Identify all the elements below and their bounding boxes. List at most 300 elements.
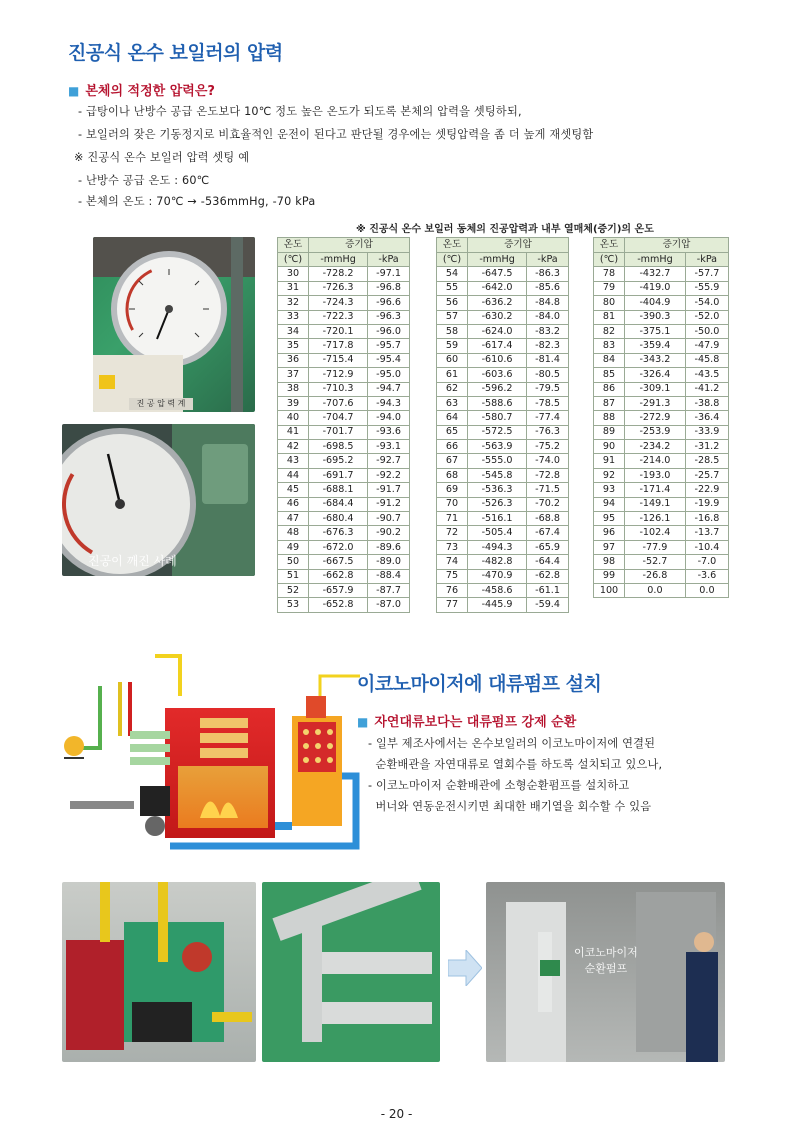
temp-cell: 38 (278, 382, 309, 396)
table-row (278, 339, 410, 353)
kpa-cell: -41.2 (685, 382, 728, 396)
table-row (594, 483, 729, 497)
table-caption: ※ 진공식 온수 보일러 동체의 진공압력과 내부 열매체(증기)의 온도 (356, 224, 654, 235)
table-row (437, 267, 569, 281)
table-row (278, 296, 410, 310)
mmhg-cell: -680.4 (309, 512, 368, 526)
temp-cell: 61 (437, 368, 468, 382)
kpa-cell: -25.7 (685, 468, 728, 482)
mmhg-cell: -102.4 (625, 526, 686, 540)
gauge-dial-icon (117, 257, 221, 361)
mmhg-cell: 0.0 (625, 583, 686, 597)
kpa-cell: -45.8 (685, 353, 728, 367)
table-row (437, 512, 569, 526)
economizer-pipe-photo (262, 882, 440, 1062)
mmhg-cell: -77.9 (625, 540, 686, 554)
header-temp: 온도 (594, 238, 625, 253)
vacuum-table-3 (593, 237, 729, 598)
kpa-cell: -22.9 (685, 483, 728, 497)
table-row (437, 440, 569, 454)
kpa-cell: -93.1 (368, 440, 410, 454)
table-row (278, 540, 410, 554)
kpa-cell: -61.1 (527, 583, 569, 597)
kpa-cell: -74.0 (527, 454, 569, 468)
temp-cell: 81 (594, 310, 625, 324)
mmhg-cell: -707.6 (309, 396, 368, 410)
mmhg-cell: -505.4 (468, 526, 527, 540)
kpa-cell: -86.3 (527, 267, 569, 281)
section1-line: - 급탕이나 난방수 공급 온도보다 10℃ 정도 높은 온도가 되도록 본체의 압력을 셋팅하되, (78, 105, 522, 118)
temp-cell: 48 (278, 526, 309, 540)
arrow-right-icon (448, 950, 482, 990)
mmhg-cell: -688.1 (309, 483, 368, 497)
table-row (278, 583, 410, 597)
mmhg-cell: -710.3 (309, 382, 368, 396)
temp-cell: 77 (437, 598, 468, 612)
mmhg-cell: -52.7 (625, 555, 686, 569)
mmhg-cell: -630.2 (468, 310, 527, 324)
kpa-cell: -54.0 (685, 296, 728, 310)
kpa-cell: -13.7 (685, 526, 728, 540)
kpa-cell: -71.5 (527, 483, 569, 497)
temp-cell: 37 (278, 368, 309, 382)
page-number: - 20 - (380, 1107, 413, 1121)
kpa-cell: -89.0 (368, 555, 410, 569)
temp-cell: 82 (594, 324, 625, 338)
mmhg-cell: -724.3 (309, 296, 368, 310)
table-row (278, 440, 410, 454)
section2-line: 순환배관을 자연대류로 열회수를 하도록 설치되고 있으나, (368, 758, 663, 771)
header-kpa: -kPa (527, 253, 569, 267)
temp-cell: 99 (594, 569, 625, 583)
mmhg-cell: -359.4 (625, 339, 686, 353)
table-row (437, 555, 569, 569)
temp-cell: 83 (594, 339, 625, 353)
table-row (437, 540, 569, 554)
kpa-cell: -87.0 (368, 598, 410, 612)
mmhg-cell: -375.1 (625, 324, 686, 338)
mmhg-cell: -526.3 (468, 497, 527, 511)
header-mmhg: -mmHg (625, 253, 686, 267)
table-row (437, 310, 569, 324)
bullet-icon: ■ (68, 84, 80, 98)
temp-cell: 98 (594, 555, 625, 569)
economizer-pump-caption: 이코노마이저 순환펌프 (574, 946, 638, 975)
mmhg-cell: -494.3 (468, 540, 527, 554)
kpa-cell: -50.0 (685, 324, 728, 338)
mmhg-cell: -728.2 (309, 267, 368, 281)
mmhg-cell: -704.7 (309, 411, 368, 425)
mmhg-cell: -647.5 (468, 267, 527, 281)
table-row (594, 497, 729, 511)
kpa-cell: -90.2 (368, 526, 410, 540)
table-row (594, 468, 729, 482)
kpa-cell: -84.8 (527, 296, 569, 310)
table-row (278, 483, 410, 497)
temp-cell: 63 (437, 396, 468, 410)
temp-cell: 51 (278, 569, 309, 583)
kpa-cell: -65.9 (527, 540, 569, 554)
table-row (278, 382, 410, 396)
temp-cell: 45 (278, 483, 309, 497)
temp-cell: 67 (437, 454, 468, 468)
mmhg-cell: -470.9 (468, 569, 527, 583)
table-row (594, 310, 729, 324)
kpa-cell: -57.7 (685, 267, 728, 281)
kpa-cell: -90.7 (368, 512, 410, 526)
temp-cell: 88 (594, 411, 625, 425)
kpa-cell: -84.0 (527, 310, 569, 324)
kpa-cell: -89.6 (368, 540, 410, 554)
mmhg-cell: -624.0 (468, 324, 527, 338)
table-row (594, 353, 729, 367)
kpa-cell: -64.4 (527, 555, 569, 569)
kpa-cell: -92.2 (368, 468, 410, 482)
section1-line: - 본체의 온도 : 70℃ → -536mmHg, -70 kPa (78, 195, 316, 208)
mmhg-cell: -676.3 (309, 526, 368, 540)
kpa-cell: -81.4 (527, 353, 569, 367)
section2-line: 버너와 연동운전시키면 최대한 배기열을 회수할 수 있음 (368, 800, 652, 813)
temp-cell: 53 (278, 598, 309, 612)
header-unit: (℃) (437, 253, 468, 267)
mmhg-cell: -563.9 (468, 440, 527, 454)
mmhg-cell: -684.4 (309, 497, 368, 511)
kpa-cell: -95.4 (368, 353, 410, 367)
mmhg-cell: -343.2 (625, 353, 686, 367)
table-row (437, 368, 569, 382)
mmhg-cell: -712.9 (309, 368, 368, 382)
kpa-cell: -28.5 (685, 454, 728, 468)
table-row (278, 368, 410, 382)
temp-cell: 69 (437, 483, 468, 497)
kpa-cell: -94.3 (368, 396, 410, 410)
temp-cell: 54 (437, 267, 468, 281)
temp-cell: 95 (594, 512, 625, 526)
mmhg-cell: -126.1 (625, 512, 686, 526)
kpa-cell: -70.2 (527, 497, 569, 511)
temp-cell: 44 (278, 468, 309, 482)
mmhg-cell: -636.2 (468, 296, 527, 310)
mmhg-cell: -657.9 (309, 583, 368, 597)
table-row (594, 368, 729, 382)
header-kpa: -kPa (685, 253, 728, 267)
temp-cell: 87 (594, 396, 625, 410)
mmhg-cell: -326.4 (625, 368, 686, 382)
mmhg-cell: -726.3 (309, 281, 368, 295)
vacuum-table-1 (277, 237, 410, 613)
table-row (437, 396, 569, 410)
mmhg-cell: -458.6 (468, 583, 527, 597)
kpa-cell: -91.2 (368, 497, 410, 511)
kpa-cell: -52.0 (685, 310, 728, 324)
temp-cell: 94 (594, 497, 625, 511)
table-row (437, 281, 569, 295)
kpa-cell: -3.6 (685, 569, 728, 583)
mmhg-cell: -617.4 (468, 339, 527, 353)
mmhg-cell: -580.7 (468, 411, 527, 425)
table-row (594, 454, 729, 468)
table-row (437, 339, 569, 353)
section2-line: - 일부 제조사에서는 온수보일러의 이코노마이저에 연결된 (368, 737, 656, 750)
table-row (437, 497, 569, 511)
table-row (278, 310, 410, 324)
temp-cell: 75 (437, 569, 468, 583)
mmhg-cell: -588.6 (468, 396, 527, 410)
table-row (594, 411, 729, 425)
temp-cell: 30 (278, 267, 309, 281)
kpa-cell: -93.6 (368, 425, 410, 439)
mmhg-cell: -715.4 (309, 353, 368, 367)
header-pressure: 증기압 (625, 238, 729, 253)
boiler-room-photo (62, 882, 256, 1062)
temp-cell: 85 (594, 368, 625, 382)
section1-line: - 난방수 공급 온도 : 60℃ (78, 174, 210, 187)
mmhg-cell: -253.9 (625, 425, 686, 439)
mmhg-cell: -652.8 (309, 598, 368, 612)
mmhg-cell: -309.1 (625, 382, 686, 396)
kpa-cell: -88.4 (368, 569, 410, 583)
table-row (594, 396, 729, 410)
mmhg-cell: -667.5 (309, 555, 368, 569)
table-row (437, 583, 569, 597)
section1-line: ※ 진공식 온수 보일러 압력 셋팅 예 (74, 151, 250, 164)
table-row (437, 296, 569, 310)
table-row (594, 569, 729, 583)
table-row (278, 396, 410, 410)
table-row (437, 353, 569, 367)
table-row (437, 454, 569, 468)
mmhg-cell: -445.9 (468, 598, 527, 612)
temp-cell: 93 (594, 483, 625, 497)
table-row (278, 324, 410, 338)
section1-line: - 보일러의 잦은 기동정지로 비효율적인 운전이 된다고 판단될 경우에는 셋팅압력을 좀 더 높게 재셋팅함 (78, 128, 594, 141)
mmhg-cell: -272.9 (625, 411, 686, 425)
mmhg-cell: -555.0 (468, 454, 527, 468)
kpa-cell: -97.1 (368, 267, 410, 281)
temp-cell: 70 (437, 497, 468, 511)
kpa-cell: -38.8 (685, 396, 728, 410)
temp-cell: 32 (278, 296, 309, 310)
temp-cell: 97 (594, 540, 625, 554)
temp-cell: 59 (437, 339, 468, 353)
temp-cell: 43 (278, 454, 309, 468)
section2-title: 이코노마이저에 대류펌프 설치 (357, 673, 602, 695)
table-row (594, 425, 729, 439)
temp-cell: 42 (278, 440, 309, 454)
section1-heading-row (68, 80, 215, 99)
table-row (594, 583, 729, 597)
kpa-cell: -31.2 (685, 440, 728, 454)
temp-cell: 52 (278, 583, 309, 597)
table-row (594, 526, 729, 540)
kpa-cell: -75.2 (527, 440, 569, 454)
table-row (278, 598, 410, 612)
kpa-cell: 0.0 (685, 583, 728, 597)
mmhg-cell: -596.2 (468, 382, 527, 396)
section1-heading: 본체의 적정한 압력은? (85, 84, 215, 99)
table-row (437, 411, 569, 425)
mmhg-cell: -193.0 (625, 468, 686, 482)
temp-cell: 33 (278, 310, 309, 324)
mmhg-cell: -432.7 (625, 267, 686, 281)
temp-cell: 84 (594, 353, 625, 367)
table-row (594, 382, 729, 396)
temp-cell: 31 (278, 281, 309, 295)
kpa-cell: -96.3 (368, 310, 410, 324)
header-temp: 온도 (278, 238, 309, 253)
mmhg-cell: -572.5 (468, 425, 527, 439)
table-row (594, 281, 729, 295)
temp-cell: 46 (278, 497, 309, 511)
mmhg-cell: -171.4 (625, 483, 686, 497)
header-mmhg: -mmHg (309, 253, 368, 267)
table-row (437, 483, 569, 497)
temp-cell: 92 (594, 468, 625, 482)
temp-cell: 80 (594, 296, 625, 310)
temp-cell: 50 (278, 555, 309, 569)
kpa-cell: -82.3 (527, 339, 569, 353)
table-row (594, 296, 729, 310)
pressure-gauge-photo (93, 237, 255, 412)
kpa-cell: -87.7 (368, 583, 410, 597)
kpa-cell: -68.8 (527, 512, 569, 526)
kpa-cell: -80.5 (527, 368, 569, 382)
mmhg-cell: -642.0 (468, 281, 527, 295)
mmhg-cell: -701.7 (309, 425, 368, 439)
temp-cell: 34 (278, 324, 309, 338)
kpa-cell: -78.5 (527, 396, 569, 410)
header-unit: (℃) (594, 253, 625, 267)
kpa-cell: -94.0 (368, 411, 410, 425)
temp-cell: 74 (437, 555, 468, 569)
mmhg-cell: -545.8 (468, 468, 527, 482)
temp-cell: 47 (278, 512, 309, 526)
table-row (278, 281, 410, 295)
table-row (437, 569, 569, 583)
table-row (437, 382, 569, 396)
table-row (594, 339, 729, 353)
header-temp: 온도 (437, 238, 468, 253)
mmhg-cell: -214.0 (625, 454, 686, 468)
temp-cell: 86 (594, 382, 625, 396)
temp-cell: 40 (278, 411, 309, 425)
temp-cell: 90 (594, 440, 625, 454)
table-row (594, 440, 729, 454)
table-row (278, 267, 410, 281)
mmhg-cell: -516.1 (468, 512, 527, 526)
kpa-cell: -85.6 (527, 281, 569, 295)
temp-cell: 91 (594, 454, 625, 468)
kpa-cell: -59.4 (527, 598, 569, 612)
table-row (278, 555, 410, 569)
temp-cell: 58 (437, 324, 468, 338)
bullet-icon: ■ (357, 715, 369, 729)
mmhg-cell: -691.7 (309, 468, 368, 482)
mmhg-cell: -698.5 (309, 440, 368, 454)
kpa-cell: -92.7 (368, 454, 410, 468)
mmhg-cell: -717.8 (309, 339, 368, 353)
table-row (594, 267, 729, 281)
temp-cell: 73 (437, 540, 468, 554)
table-row (278, 526, 410, 540)
mmhg-cell: -610.6 (468, 353, 527, 367)
kpa-cell: -47.9 (685, 339, 728, 353)
temp-cell: 56 (437, 296, 468, 310)
kpa-cell: -94.7 (368, 382, 410, 396)
table-row (437, 598, 569, 612)
section2-heading: 자연대류보다는 대류펌프 강제 순환 (374, 715, 577, 730)
kpa-cell: -95.0 (368, 368, 410, 382)
vacuum-table-2 (436, 237, 569, 613)
temp-cell: 57 (437, 310, 468, 324)
temp-cell: 64 (437, 411, 468, 425)
mmhg-cell: -695.2 (309, 454, 368, 468)
temp-cell: 41 (278, 425, 309, 439)
table-row (437, 324, 569, 338)
kpa-cell: -62.8 (527, 569, 569, 583)
table-row (437, 468, 569, 482)
temp-cell: 49 (278, 540, 309, 554)
temp-cell: 89 (594, 425, 625, 439)
temp-cell: 35 (278, 339, 309, 353)
table-row (278, 454, 410, 468)
table-row (278, 569, 410, 583)
mmhg-cell: -149.1 (625, 497, 686, 511)
kpa-cell: -19.9 (685, 497, 728, 511)
table-row (594, 540, 729, 554)
kpa-cell: -96.6 (368, 296, 410, 310)
table-row (594, 555, 729, 569)
mmhg-cell: -603.6 (468, 368, 527, 382)
mmhg-cell: -722.3 (309, 310, 368, 324)
kpa-cell: -33.9 (685, 425, 728, 439)
kpa-cell: -95.7 (368, 339, 410, 353)
broken-vacuum-caption: 진공이 깨진 사례 (88, 554, 177, 568)
mmhg-cell: -720.1 (309, 324, 368, 338)
table-row (278, 512, 410, 526)
table-row (278, 353, 410, 367)
table-row (278, 468, 410, 482)
temp-cell: 79 (594, 281, 625, 295)
temp-cell: 72 (437, 526, 468, 540)
table-row (278, 497, 410, 511)
economizer-pump-photo (486, 882, 725, 1062)
mmhg-cell: -404.9 (625, 296, 686, 310)
temp-cell: 68 (437, 468, 468, 482)
temp-cell: 66 (437, 440, 468, 454)
broken-vacuum-photo (62, 424, 255, 576)
table-row (437, 425, 569, 439)
temp-cell: 76 (437, 583, 468, 597)
temp-cell: 62 (437, 382, 468, 396)
mmhg-cell: -419.0 (625, 281, 686, 295)
kpa-cell: -43.5 (685, 368, 728, 382)
mmhg-cell: -482.8 (468, 555, 527, 569)
temp-cell: 55 (437, 281, 468, 295)
mmhg-cell: -536.3 (468, 483, 527, 497)
temp-cell: 100 (594, 583, 625, 597)
kpa-cell: -7.0 (685, 555, 728, 569)
temp-cell: 65 (437, 425, 468, 439)
mmhg-cell: -291.3 (625, 396, 686, 410)
table-row (278, 425, 410, 439)
table-row (594, 512, 729, 526)
mmhg-cell: -672.0 (309, 540, 368, 554)
table-row (278, 411, 410, 425)
header-unit: (℃) (278, 253, 309, 267)
kpa-cell: -96.0 (368, 324, 410, 338)
kpa-cell: -55.9 (685, 281, 728, 295)
